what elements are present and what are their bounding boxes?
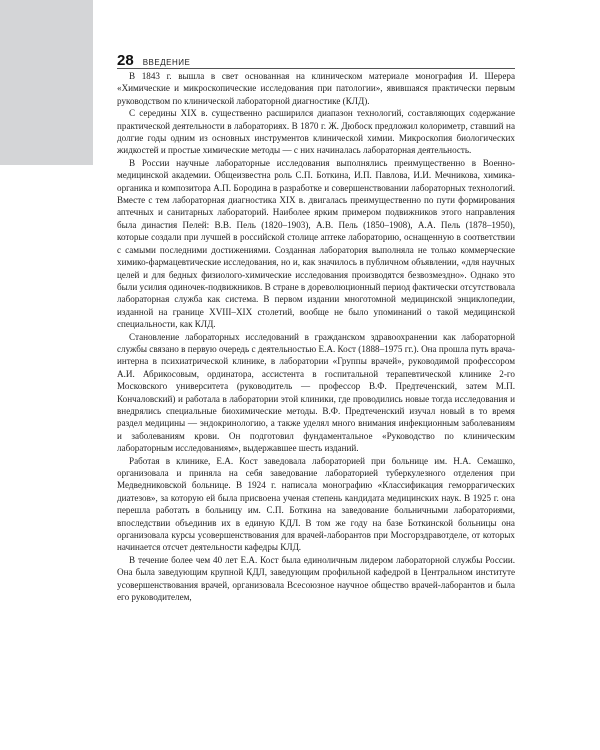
section-title: ВВЕДЕНИЕ — [142, 58, 191, 67]
paragraph: В 1843 г. вышла в свет основанная на клиническом материале монография И. Шерера «Химические и микроскопические исследования при патологии», явившаяся практически первым руководством по клинической лабораторной диагностике (КЛД). — [117, 71, 515, 106]
running-header — [117, 52, 190, 69]
body-text — [117, 70, 515, 603]
side-tab-decoration — [0, 0, 93, 165]
paragraph: С середины XIX в. существенно расширился диапазон технологий, составляющих содержание практической деятельности в лабораториях. В 1870 г. Ж. Дюбоск предложил колориметр, ставший на долгие годы одним из основных инструментов клинической химии. Микроскопия биологических жидкостей и простые химические методы — с них начиналась лабораторная деятельность. — [117, 108, 515, 156]
paragraph: Работая в клинике, Е.А. Кост заведовала лабораторией при больнице им. Н.А. Семашко, организовала и приняла на себя заведование лабораторией туберкулезного отделения при Медведниковской больнице. В 1924 г. написала монографию «Классификация геморрагических диатезов», за которую ей была присвоена ученая степень кандидата медицинских наук. В 1925 г. она перешла работать в больницу им. С.П. Боткина на заведование больничными лабораториями, впоследствии объединив их в единую КДЛ. В том же году на базе Боткинской больницы она организовала курсы усовершенствования для врачей-лаборантов при Мосгорздравотделе, от которых начинается отсчет деятельности кафедры КЛД. — [117, 455, 515, 553]
header-rule — [117, 68, 515, 69]
paragraph: В России научные лабораторные исследования выполнялись преимущественно в Военно-медицинской академии. Общеизвестна роль С.П. Боткина, И.П. Павлова, И.И. Мечникова, химика-органика и композитора А.П. Бородина в разработке и совершенствовании лабораторных технологий. Вместе с тем лабораторная диагностика XIX в. двигалась преимущественно по пути формирования аптечных и санитарных лабораторий. Наиболее ярким примером подвижников этого направления была династия Пелей: В.В. Пель (1820–1903), А.В. Пель (1850–1908), А.А. Пель (1878–1950), которые создали при лучшей в российской столице аптеке лабораторию, оснащенную в соответствии с самыми последними достижениями. Созданная лаборатория выполняла не только коммерческие химико-фармацевтические исследования, но и, как значилось в публичном объявлении, «для научных целей и для бедных физиолого-химические исследования производятся безвозмездно». Однако это были усилия одиночек-подвижников. В стране в дореволюционный период фактически отсутствовала лабораторная служба как система. В первом издании многотомной медицинской энциклопедии, изданной на границе XVIII–XIX столетий, вообще не было упоминаний о такой медицинской специальности, как КЛД. — [117, 157, 515, 330]
paragraph: Становление лабораторных исследований в гражданском здравоохранении как лабораторной службы связано в первую очередь с деятельностью Е.А. Кост (1888–1975 гг.). Она прошла путь врача-интерна в психиатрической клинике, в лаборатории «Группы врачей», руководимой профессором А.И. Абрикосовым, ординатора, ассистента в госпитальной терапевтической клинике 2-го Московского университета (руководитель — профессор В.Ф. Предтеченский, затем М.П. Кончаловский) и работала в лаборатории этой клиники, где проводились новые тогда исследования и внедрялись специальные биохимические методы. В.Ф. Предтеченский изучал новый в то время раздел медицины — эндокринологию, а также уделял много внимания инфекционным заболеваниям и заболеваниям крови. Он подготовил фундаментальное «Руководство по клиническим лабораторным исследованиям», выдержавшее шесть изданий. — [117, 331, 515, 454]
page-number: 28 — [117, 52, 134, 69]
paragraph: В течение более чем 40 лет Е.А. Кост была единоличным лидером лабораторной службы России. Она была заведующим крупной КДЛ, заведующим профильной кафедрой в Центральном институте усовершенствования врачей, организовала Всесоюзное научное общество врачей-лаборантов и была его руководителем, — [117, 554, 515, 603]
